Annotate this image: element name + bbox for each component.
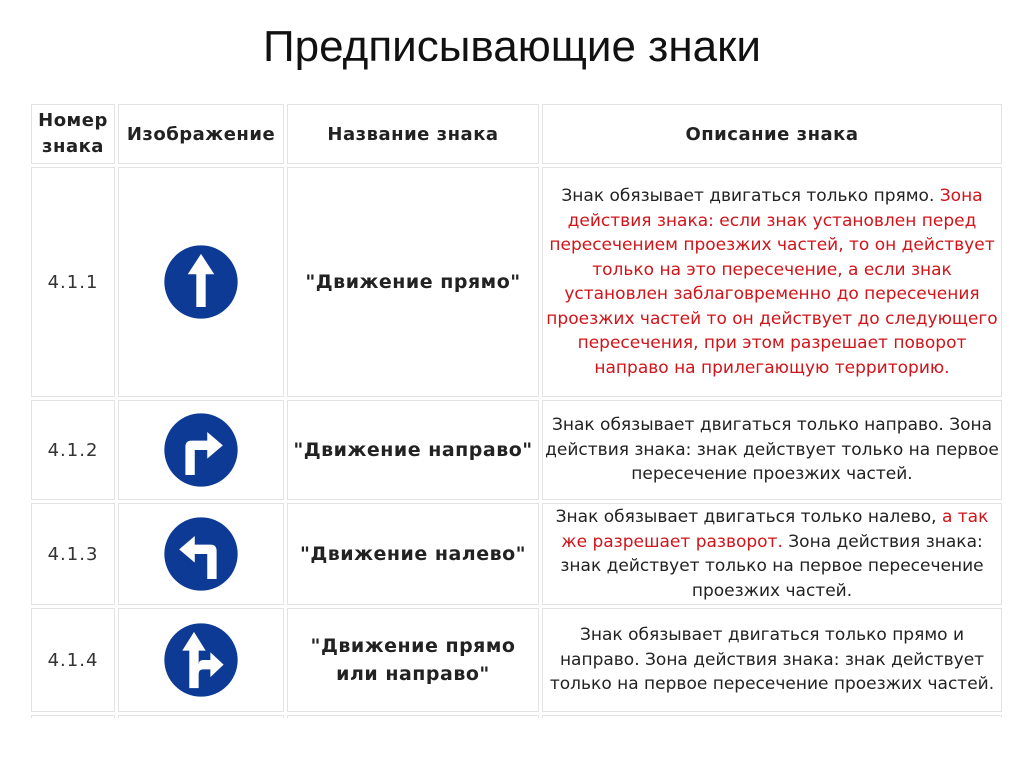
sign-number: 4.1.4 <box>31 608 115 712</box>
arrow-straight-icon <box>162 243 240 321</box>
sign-name: "Движение прямо" <box>287 167 539 397</box>
sign-image-cell <box>118 503 284 605</box>
description-highlight: Зона действия знака: если знак установлен перед пересечением проезжих частей, то он действует только на это пересечение, а если знак установлен заблаговременно до пересечения проезжих частей то он действует до следующего пересечения, при этом разрешает поворот направо на прилегающую территорию. <box>546 186 998 378</box>
sign-image-cell <box>118 400 284 500</box>
header-image: Изображение <box>118 104 284 164</box>
table-row-cutoff <box>31 715 1002 718</box>
arrow-right-turn-icon <box>162 411 240 489</box>
arrow-straight-or-right-icon <box>162 621 240 699</box>
description-text-after: Зона действия знака: знак действует только на первое пересечение проезжих частей. <box>560 531 984 601</box>
sign-number: 4.1.2 <box>31 400 115 500</box>
table-row <box>31 503 1002 605</box>
table-header-row <box>31 104 1002 164</box>
header-number: Номер знака <box>31 104 115 164</box>
sign-description <box>542 503 1002 605</box>
signs-table <box>28 101 1002 717</box>
table-row <box>31 167 1002 397</box>
sign-description: Знак обязывает двигаться только направо. Зона действия знака: знак действует только на первое пересечение проезжих частей. <box>542 400 1002 500</box>
description-highlight: а так же разрешает разворот. <box>561 507 989 552</box>
sign-image-cell <box>118 167 284 397</box>
table-row <box>31 400 1002 500</box>
description-text: Знак обязывает двигаться только налево, <box>555 507 942 527</box>
sign-description <box>542 167 1002 397</box>
sign-number: 4.1.3 <box>31 503 115 605</box>
description-text: Знак обязывает двигаться только прямо. <box>561 186 940 206</box>
sign-number: 4.1.1 <box>31 167 115 397</box>
sign-image-cell <box>118 608 284 712</box>
sign-description: Знак обязывает двигаться только прямо и направо. Зона действия знака: знак действует только на первое пересечение проезжих частей. <box>542 608 1002 712</box>
page-title: Предписывающие знаки <box>263 22 761 71</box>
header-description: Описание знака <box>542 104 1002 164</box>
sign-name: "Движение налево" <box>287 503 539 605</box>
table-row <box>31 608 1002 712</box>
header-name: Название знака <box>287 104 539 164</box>
arrow-left-turn-icon <box>162 515 240 593</box>
sign-name: "Движение прямо или направо" <box>287 608 539 712</box>
sign-name: "Движение направо" <box>287 400 539 500</box>
